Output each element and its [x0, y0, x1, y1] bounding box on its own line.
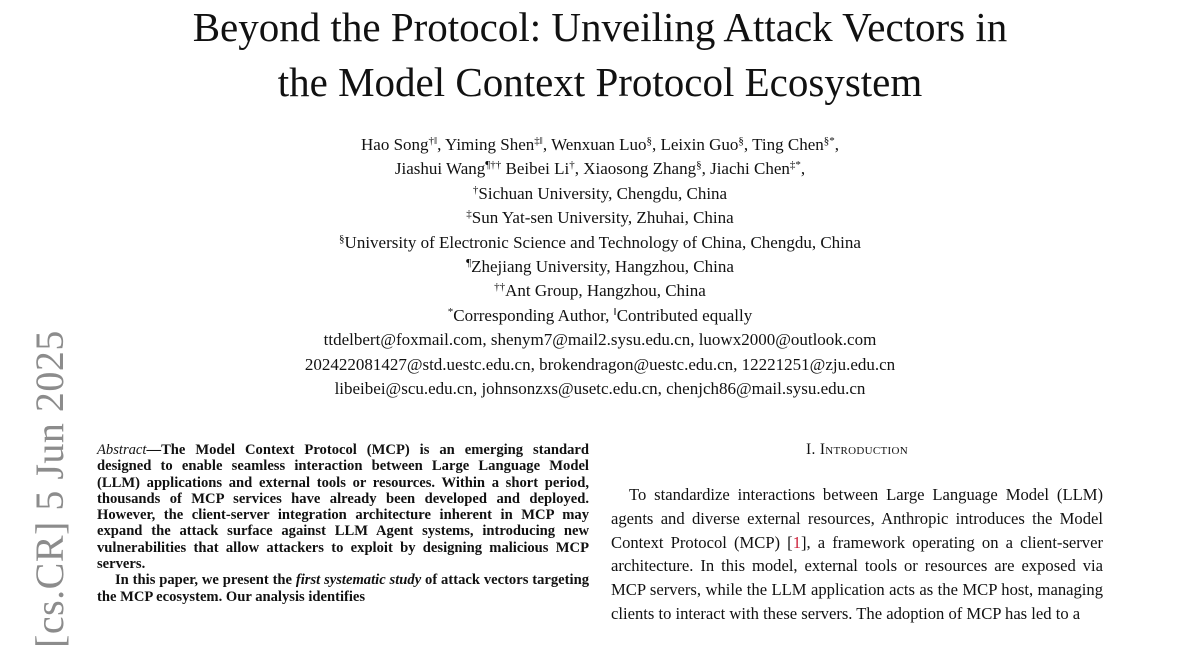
- author-notes: *Corresponding Author, ‖Contributed equally: [447, 305, 753, 325]
- abstract-paragraph: Abstract—The Model Context Protocol (MCP) is an emerging standard designed to enable seamless interaction between Large Language Model (LLM) applications and external tools or resources. Within a short period, thousands of MCP services have already been developed and deployed. However, the client-server integration architecture inherent in MCP may expand the attack surface against LLM Agent systems, introducing new vulnerabilities that allow attackers to exploit by designing malicious MCP servers.: [97, 442, 589, 573]
- intro-paragraph: To standardize interactions between Large Language Model (LLM) agents and diverse external resources, Anthropic introduces the Model Context Protocol (MCP) [1], a framework operating on a client-server architecture. In this model, external tools or resources are exposed via MCP servers, while the LLM application acts as the MCP host, managing clients to interact with these servers. The adoption of MCP has led to a: [611, 485, 1103, 623]
- author-name: Ting Chen: [752, 135, 824, 154]
- author-name: Jiachi Chen: [710, 159, 790, 179]
- email-line: 202422081427@std.uestc.edu.cn, brokendragon@uestc.edu.cn, 12221251@zju.edu.cn: [304, 354, 896, 374]
- title-line-2: the Model Context Protocol Ecosystem: [277, 59, 923, 105]
- abstract-label: Abstract: [97, 442, 147, 458]
- author-marks: §: [738, 135, 744, 147]
- citation-link[interactable]: 1: [792, 532, 802, 552]
- abstract-paragraph: In this paper, we present the first systematic study of attack vectors targeting the MCP ecosystem. Our analysis identifies: [97, 572, 589, 605]
- author-line-2: Jiashui Wang¶†† Beibei Li†, Xiaosong Zhang§, Jiachi Chen‡*,: [394, 159, 806, 179]
- author-marks: ¶††: [485, 159, 502, 172]
- author-marks: †‖: [428, 135, 438, 147]
- author-marks: †: [569, 159, 575, 172]
- emphasis: first systematic study: [295, 572, 422, 589]
- affiliation: §University of Electronic Science and Technology of China, Chengdu, China: [339, 232, 861, 252]
- arxiv-stamp: [cs.CR] 5 Jun 2025: [27, 330, 72, 648]
- affiliation: ¶Zhejiang University, Hangzhou, China: [466, 257, 734, 277]
- author-marks: ‡‖: [534, 135, 543, 147]
- title-line-1: Beyond the Protocol: Unveiling Attack Vectors in: [192, 4, 1008, 50]
- email-line: ttdelbert@foxmail.com, shenym7@mail2.sysu.edu.cn, luowx2000@outlook.com: [323, 330, 877, 350]
- author-name: Wenxuan Luo: [551, 135, 647, 154]
- author-name: Jiashui Wang: [394, 159, 486, 179]
- author-name: Leixin Guo: [660, 135, 739, 154]
- abstract: [97, 442, 589, 605]
- author-marks: ‡*: [789, 159, 801, 172]
- author-marks: §*: [823, 135, 835, 147]
- author-block: [100, 133, 1100, 401]
- affiliation: ††Ant Group, Hangzhou, China: [494, 281, 706, 301]
- section-title: Introduction: [819, 441, 909, 458]
- affiliation: †Sichuan University, Chengdu, China: [472, 183, 728, 203]
- paper-title: [60, 0, 1140, 110]
- section-number: I.: [805, 441, 816, 458]
- author-line-1: Hao Song†‖, Yiming Shen‡‖, Wenxuan Luo§, Leixin Guo§, Ting Chen§*,: [361, 135, 839, 154]
- author-name: Beibei Li: [505, 159, 570, 179]
- section-heading: [611, 440, 1103, 460]
- author-name: Yiming Shen: [445, 135, 535, 154]
- affiliation: ‡Sun Yat-sen University, Zhuhai, China: [466, 208, 734, 228]
- author-marks: §: [646, 135, 652, 147]
- author-name: Hao Song: [361, 135, 429, 154]
- email-line: libeibei@scu.edu.cn, johnsonzxs@usetc.edu.cn, chenjch86@mail.sysu.edu.cn: [334, 379, 866, 399]
- author-name: Xiaosong Zhang: [583, 159, 697, 179]
- author-marks: §: [696, 159, 702, 172]
